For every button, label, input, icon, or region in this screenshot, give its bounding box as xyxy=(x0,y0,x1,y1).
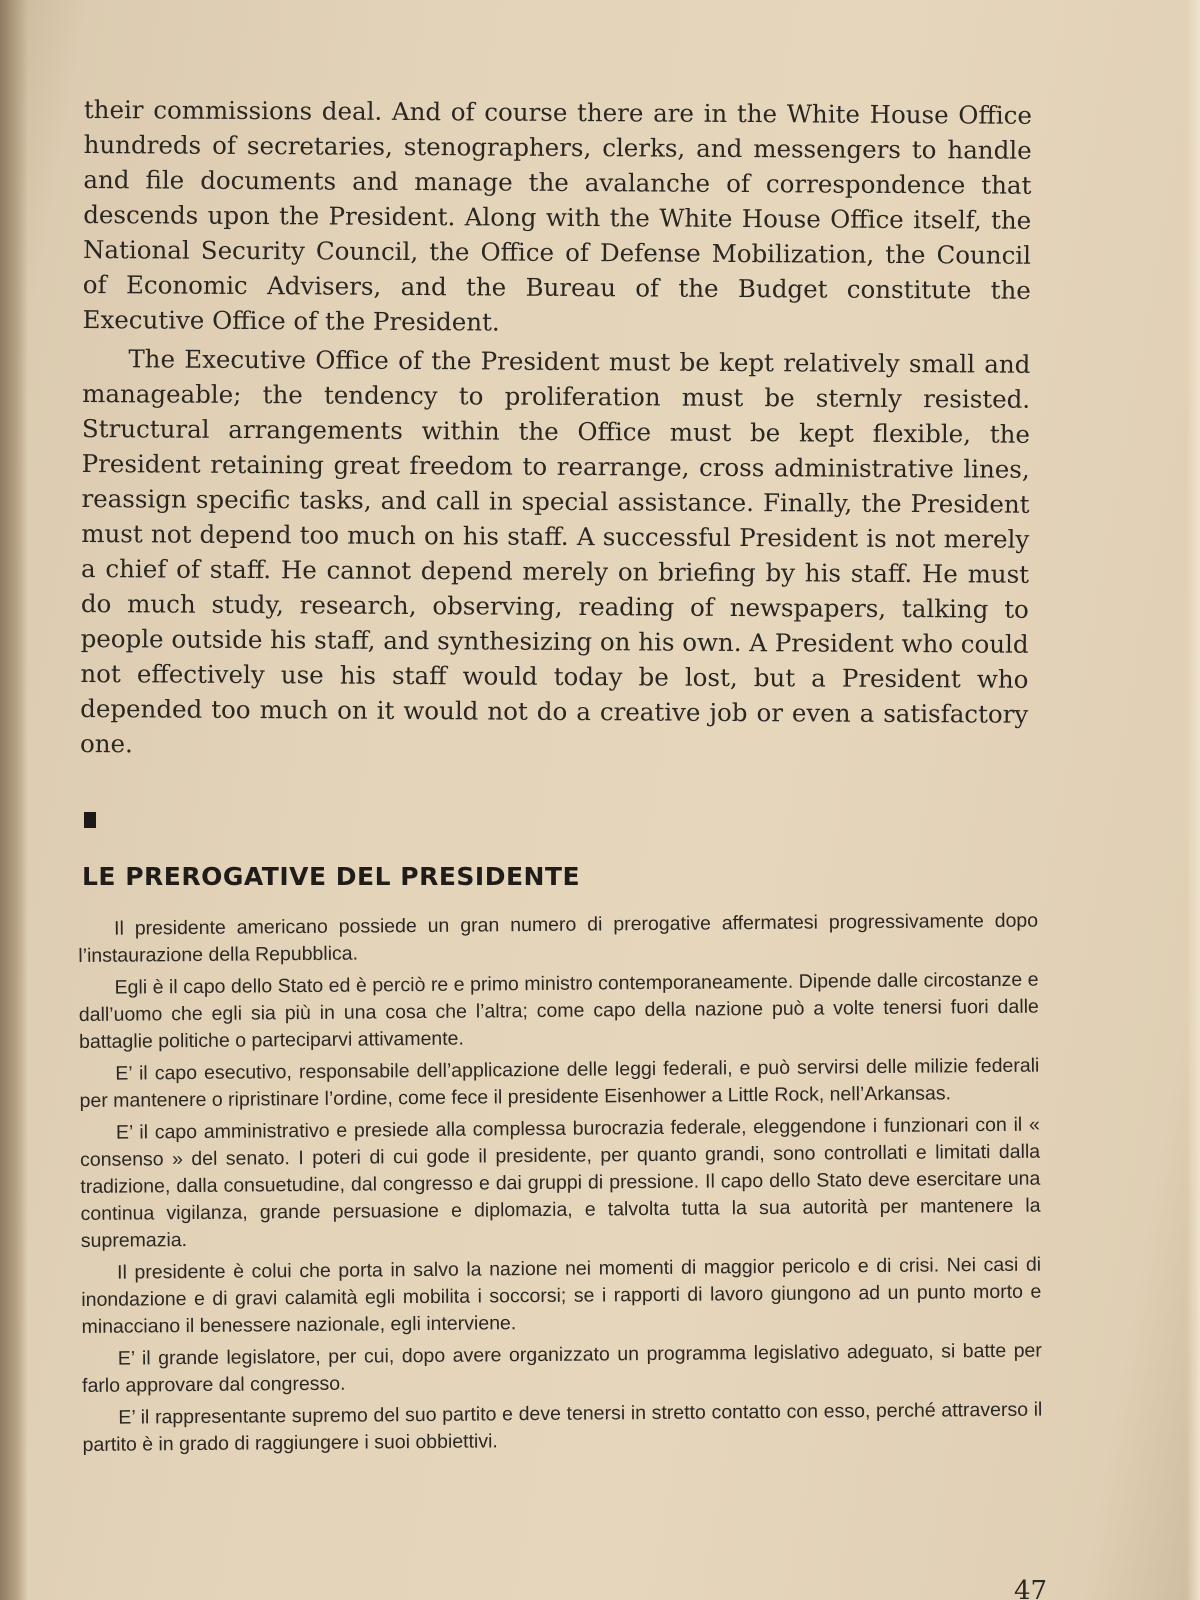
italian-paragraph: Il presidente americano possiede un gran numero di prerogative affermatesi progressivamente dopo l’instaurazione della Repubblica. xyxy=(78,909,1039,967)
italian-paragraph: E’ il capo amministrativo e presiede alla complessa burocrazia federale, eleggendone i funzionari con il « consenso » del senato. I poteri di cui gode il presidente, per quanto grandi, sono controllati e limitati dalla tradizione, dalla consuetudine, dal congresso e dai gruppi di pressione. Il capo dello Stato deve esercitare una continua vigilanza, grande persuasione e diplomazia, e talvolta tutta la sua autorità per mantenere la supremazia. xyxy=(80,1113,1041,1252)
english-text-block xyxy=(80,92,1032,771)
italian-paragraph: E’ il grande legislatore, per cui, dopo avere organizzato un programma legislativo adeguato, si batte per farlo approvare dal congresso. xyxy=(82,1339,1042,1397)
page-number: 47 xyxy=(1014,1576,1048,1600)
italian-text-block xyxy=(78,908,1043,1464)
english-paragraph: their commissions deal. And of course there are in the White House Office hundreds of secretaries, stenographers, clerks, and messengers to handle and file documents and manage the avalanche of correspondence that descends upon the President. Along with the White House Office itself, the National Security Council, the Office of Defense Mobilization, the Council of Economic Advisers, and the Bureau of the Budget constitute the Executive Office of the President. xyxy=(82,94,1032,337)
section-heading: LE PREROGATIVE DEL PRESIDENTE xyxy=(82,862,581,891)
italian-paragraph: Egli è il capo dello Stato ed è perciò re e primo ministro contemporaneamente. Dipende dalle circostanze e dall’uomo che egli sia più in una cosa che l’altra; come capo della nazione può a volte tenersi fuori dalle battaglie politiche o parteciparvi attivamente. xyxy=(78,968,1039,1053)
italian-paragraph: E’ il rappresentante supremo del suo partito e deve tenersi in stretto contatto con esso, perché attraverso il partito è in grado di raggiungere i suoi obbiettivi. xyxy=(82,1398,1043,1456)
page-edge xyxy=(1186,0,1200,1600)
book-gutter-shadow xyxy=(0,0,28,1600)
english-paragraph: The Executive Office of the President must be kept relatively small and manageable; the tendency to proliferation must be sternly resisted. Structural arrangements within the Office must be kept flexible, the President retaining great freedom to rearrange, cross administrative lines, reassign specific tasks, and call in special assistance. Finally, the President must not depend too much on his staff. A successful President is not merely a chief of staff. He cannot depend merely on briefing by his staff. He must do much study, research, observing, reading of newspapers, talking to people outside his staff, and synthesizing on his own. A President who could not effectively use his staff would today be lost, but a President who depended too much on it would not do a creative job or even a satisfactory one. xyxy=(79,344,1031,759)
italian-paragraph: Il presidente è colui che porta in salvo la nazione nei momenti di maggior pericolo e di crisi. Nei casi di inondazione e di gravi calamità egli mobilita i soccorsi; se i rapporti di lavoro giungono ad un punto morto e minacciano il benessere nazionale, egli interviene. xyxy=(81,1253,1042,1338)
section-marker-square xyxy=(84,812,96,828)
italian-paragraph: E’ il capo esecutivo, responsabile dell’applicazione delle leggi federali, e può servirsi delle milizie federali per mantenere o ripristinare l’ordine, come fece il presidente Eisenhower a Little Rock, nell’Arkansas. xyxy=(79,1054,1040,1112)
